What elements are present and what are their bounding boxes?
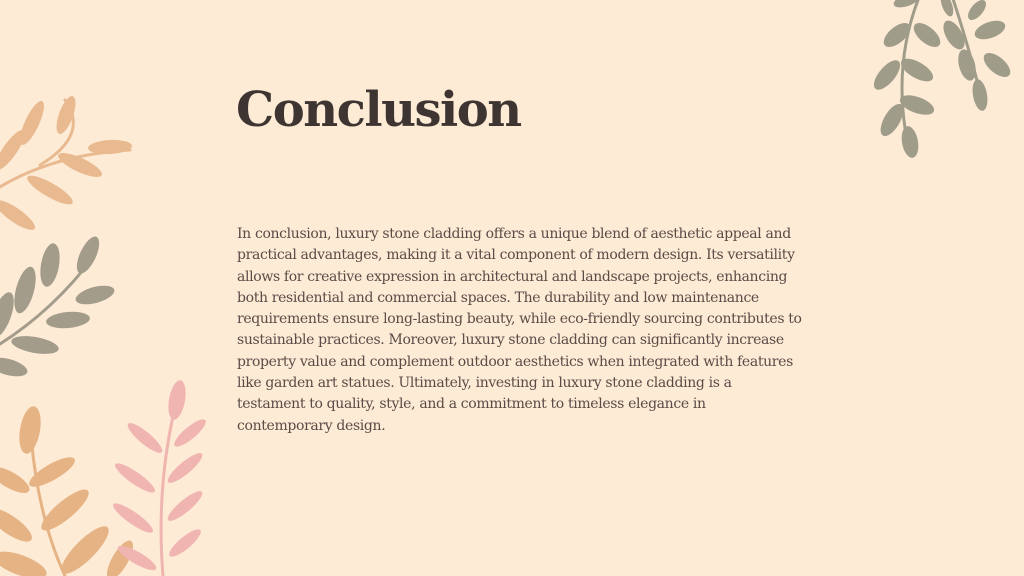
sage-vine-icon: [872, 0, 1024, 160]
conclusion-paragraph: In conclusion, luxury stone cladding offers a unique blend of aesthetic appeal and practical advantages, making it a vital component of modern design. Its versatility allows for creative expression in architectural and landscape projects, enhancing both residential and commercial spaces. The durability and low maintenance requirements ensure long-lasting beauty, while eco-friendly sourcing contributes to sustainable practices. Moreover, luxury stone cladding can significantly increase property value and complement outdoor aesthetics when integrated with features like garden art statues. Ultimately, investing in luxury stone cladding is a testament to quality, style, and a commitment to timeless elegance in contemporary design.: [237, 226, 802, 434]
pink-branch-icon: [105, 378, 205, 576]
slide-title: Conclusion: [236, 82, 521, 138]
sage-branch-icon: [0, 235, 120, 385]
peach-branch-icon: [0, 95, 140, 225]
